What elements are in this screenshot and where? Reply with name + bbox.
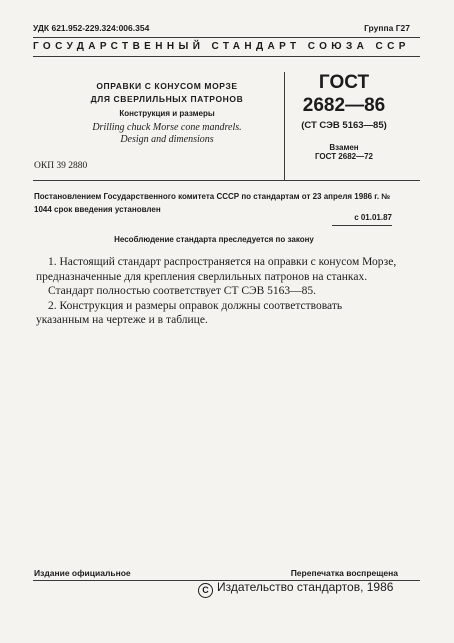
official-edition-label: Издание официальное bbox=[34, 568, 131, 578]
udk-code: УДК 621.952-229.324:006.354 bbox=[33, 23, 150, 33]
reprint-prohibited-label: Перепечатка воспрещена bbox=[290, 568, 398, 578]
title-russian bbox=[62, 80, 272, 106]
title-en-line1: Drilling chuck Morse cone mandrels. bbox=[92, 122, 242, 133]
title-english bbox=[62, 122, 272, 146]
publisher-line bbox=[198, 580, 393, 598]
top-rule bbox=[33, 37, 420, 38]
title-en-line2: Design and dimensions bbox=[120, 134, 214, 145]
body-text bbox=[36, 255, 398, 328]
replaces-value: ГОСТ 2682—72 bbox=[314, 152, 374, 161]
title-ru-line1: ОПРАВКИ С КОНУСОМ МОРЗЕ bbox=[96, 81, 238, 91]
paragraph-2: Стандарт полностью соответствует СТ СЭВ 5163—85. bbox=[48, 285, 317, 297]
gost-number: 2682—86 bbox=[302, 95, 386, 116]
gost-block bbox=[288, 72, 400, 161]
okp-rule bbox=[33, 180, 420, 181]
title-ru-line2: ДЛЯ СВЕРЛИЛЬНЫХ ПАТРОНОВ bbox=[90, 94, 244, 104]
heading-rule bbox=[33, 56, 420, 57]
paragraph-3: 2. Конструкция и размеры оправок должны соответствовать указанным на чертеже и в таблице. bbox=[36, 299, 343, 326]
st-sev-reference: (СТ СЭВ 5163—85) bbox=[301, 120, 387, 131]
title-block bbox=[62, 80, 272, 146]
copyright-icon: C bbox=[198, 583, 213, 598]
replaces-label: Взамен bbox=[329, 143, 359, 152]
okp-code: ОКП 39 2880 bbox=[34, 161, 88, 171]
subtitle-russian: Конструкция и размеры bbox=[119, 109, 215, 118]
group-code: Группа Г27 bbox=[364, 23, 410, 33]
publisher-name: Издательство стандартов, 1986 bbox=[217, 580, 394, 594]
prosecution-notice: Несоблюдение стандарта преследуется по закону bbox=[114, 235, 314, 244]
state-standard-heading: ГОСУДАРСТВЕННЫЙ СТАНДАРТ СОЮЗА ССР bbox=[33, 41, 410, 52]
effective-date-rule bbox=[332, 225, 392, 226]
gost-label: ГОСТ bbox=[318, 72, 370, 93]
column-divider bbox=[284, 72, 285, 180]
effective-date: с 01.01.87 bbox=[354, 213, 392, 222]
decree-text: Постановлением Государственного комитета СССР по стандартам от 23 апреля 1986 г. № 1044 срок введения установлен bbox=[34, 192, 391, 214]
paragraph-1: 1. Настоящий стандарт распространяется на оправки с конусом Морзе, предназначенные для крепления сверлильных патронов на станках. bbox=[36, 256, 397, 283]
